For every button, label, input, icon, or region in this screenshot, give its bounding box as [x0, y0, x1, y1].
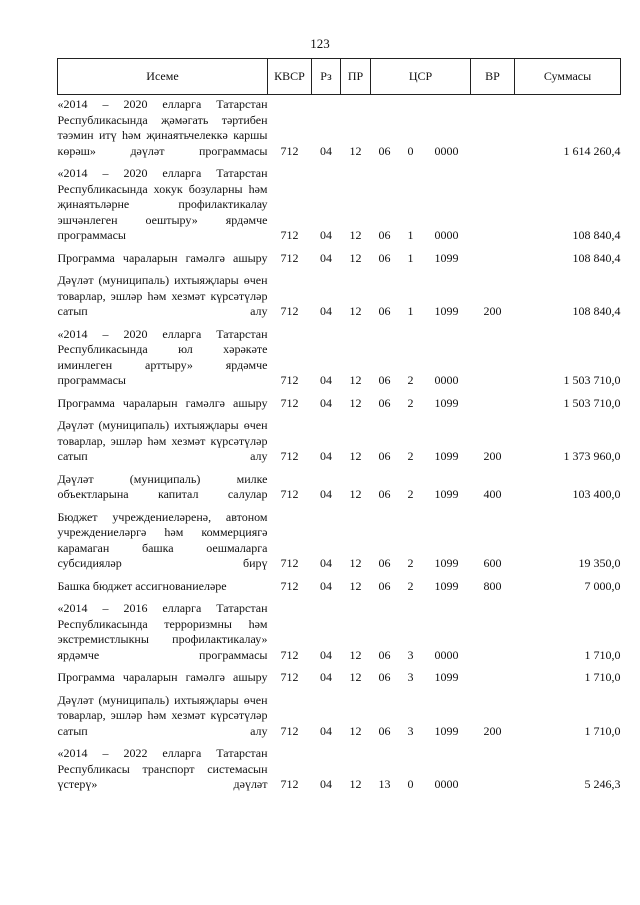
row-csr-subprogram: 2 — [407, 373, 414, 387]
row-vr: 800 — [483, 578, 502, 593]
row-rz: 04 — [320, 449, 332, 463]
row-csr-subprogram: 2 — [407, 395, 414, 410]
row-sum: 108 840,4 — [572, 228, 621, 242]
row-csr-subprogram: 1 — [407, 228, 414, 242]
row-csr-code: 1099 — [434, 578, 459, 593]
row-csr-program: 13 — [378, 777, 391, 791]
budget-table — [57, 58, 621, 798]
row-csr-program: 06 — [378, 723, 391, 738]
row-vr: 400 — [483, 487, 502, 501]
row-name: Дәүләт (муниципаль) ихтыяҗлары өчен товарлар, эшләр һәм хезмәт күрсәтүләр сатып алу — [57, 273, 268, 318]
table-row — [58, 744, 621, 798]
row-name: «2014 – 2020 елларга Татарстан Республикасында хокук бозуларны һәм җинаятьләрне профилактикалау эшчәнлеген оештыру» ярдәмче программасы — [57, 166, 268, 242]
row-csr-program: 06 — [378, 578, 391, 593]
page-number: 123 — [310, 36, 330, 51]
row-pr: 12 — [349, 578, 362, 593]
row-rz: 04 — [320, 777, 332, 791]
col-header-sum: Суммасы — [515, 59, 621, 95]
row-sum: 7 000,0 — [584, 578, 621, 593]
row-kvsr: 712 — [280, 449, 299, 463]
row-csr-code: 0000 — [434, 373, 459, 387]
row-name: Дәүләт (муниципаль) ихтыяҗлары өчен товарлар, эшләр һәм хезмәт күрсәтүләр сатып алу — [57, 418, 268, 463]
row-kvsr: 712 — [280, 250, 299, 265]
row-pr: 12 — [349, 449, 362, 463]
row-csr-code: 0000 — [434, 777, 459, 791]
row-rz: 04 — [320, 670, 332, 684]
row-csr-code: 1099 — [434, 723, 459, 738]
row-csr-program: 06 — [378, 304, 391, 318]
row-kvsr: 712 — [280, 228, 299, 242]
row-sum: 1 614 260,4 — [563, 143, 621, 158]
row-sum: 5 246,3 — [584, 777, 621, 791]
row-name: Программа чараларын гамәлгә ашыру — [57, 250, 268, 265]
row-vr — [471, 249, 515, 272]
row-csr-subprogram: 0 — [407, 143, 414, 158]
row-kvsr: 712 — [280, 723, 299, 738]
table-row — [58, 249, 621, 272]
row-sum: 108 840,4 — [572, 250, 621, 265]
col-header-vr: ВР — [471, 59, 515, 95]
table-row — [58, 95, 621, 165]
row-csr-program: 06 — [378, 373, 391, 387]
row-csr-subprogram: 1 — [407, 250, 414, 265]
col-header-name: Исеме — [58, 59, 268, 95]
row-csr-program: 06 — [378, 670, 391, 684]
row-csr-subprogram: 3 — [407, 670, 414, 684]
row-csr-subprogram: 2 — [407, 487, 414, 501]
row-csr-subprogram: 3 — [407, 723, 414, 738]
row-csr-code: 1099 — [434, 487, 459, 501]
row-kvsr: 712 — [280, 373, 299, 387]
row-sum: 108 840,4 — [572, 304, 621, 318]
row-vr: 600 — [483, 556, 502, 570]
row-csr-subprogram: 2 — [407, 556, 414, 570]
row-csr-code: 1099 — [434, 556, 459, 570]
row-name: «2014 – 2016 елларга Татарстан Республикасында терроризмны һәм экстремистлыкны профилактикалау» ярдәмче программасы — [57, 601, 268, 662]
row-sum: 1 373 960,0 — [563, 449, 621, 463]
table-row — [58, 470, 621, 508]
table-row — [58, 691, 621, 745]
row-csr-subprogram: 2 — [407, 578, 414, 593]
row-pr: 12 — [349, 647, 362, 662]
row-pr: 12 — [349, 487, 362, 501]
table-row — [58, 416, 621, 470]
row-csr-program: 06 — [378, 487, 391, 501]
table-row — [58, 668, 621, 691]
row-csr-code: 1099 — [434, 670, 459, 684]
row-name: Бюджет учреждениеләренә, автоном учреждениеләргә һәм коммерциягә карамаган башка оешмаларга субсидияләр бирү — [57, 509, 268, 570]
row-rz: 04 — [320, 578, 332, 593]
row-vr — [471, 164, 515, 249]
row-pr: 12 — [349, 304, 362, 318]
row-rz: 04 — [320, 487, 332, 501]
row-csr-program: 06 — [378, 395, 391, 410]
row-vr: 200 — [483, 304, 502, 318]
row-rz: 04 — [320, 304, 332, 318]
row-csr-code: 1099 — [434, 304, 459, 318]
row-csr-subprogram: 2 — [407, 449, 414, 463]
col-header-kvsr: КВСР — [268, 59, 312, 95]
row-pr: 12 — [349, 373, 362, 387]
row-csr-subprogram: 0 — [407, 777, 414, 791]
row-vr — [471, 394, 515, 417]
row-rz: 04 — [320, 143, 332, 158]
row-sum: 1 710,0 — [584, 723, 621, 738]
row-rz: 04 — [320, 647, 332, 662]
row-pr: 12 — [349, 777, 362, 791]
row-kvsr: 712 — [280, 304, 299, 318]
row-pr: 12 — [349, 556, 362, 570]
row-csr-code: 1099 — [434, 449, 459, 463]
row-sum: 1 710,0 — [584, 670, 621, 684]
row-vr — [471, 744, 515, 798]
row-kvsr: 712 — [280, 556, 299, 570]
row-pr: 12 — [349, 670, 362, 684]
row-csr-program: 06 — [378, 250, 391, 265]
table-row — [58, 271, 621, 325]
row-kvsr: 712 — [280, 395, 299, 410]
table-row — [58, 164, 621, 249]
row-pr: 12 — [349, 395, 362, 410]
row-name: Дәүләт (муниципаль) ихтыяҗлары өчен товарлар, эшләр һәм хезмәт күрсәтүләр сатып алу — [57, 692, 268, 738]
row-vr: 200 — [483, 449, 502, 463]
row-name: «2014 – 2020 елларга Татарстан Республикасында җәмәгать тәртибен тәэмин итү һәм җинаятьчелеккә каршы көрәш» дәүләт программасы — [57, 97, 268, 158]
row-rz: 04 — [320, 395, 332, 410]
table-row — [58, 325, 621, 394]
row-pr: 12 — [349, 143, 362, 158]
row-sum: 1 503 710,0 — [563, 395, 621, 410]
row-csr-code: 1099 — [434, 395, 459, 410]
row-csr-program: 06 — [378, 556, 391, 570]
row-vr — [471, 95, 515, 165]
row-vr — [471, 599, 515, 668]
row-sum: 1 503 710,0 — [563, 373, 621, 387]
row-rz: 04 — [320, 228, 332, 242]
col-header-rz: Рз — [312, 59, 341, 95]
row-name: «2014 – 2022 елларга Татарстан Республикасы транспорт системасын үстерү» дәүләт — [57, 746, 268, 791]
row-name: Башка бюджет ассигнованиеләре — [57, 578, 227, 593]
row-csr-program: 06 — [378, 228, 391, 242]
row-pr: 12 — [349, 228, 362, 242]
table-row — [58, 577, 621, 600]
row-vr — [471, 325, 515, 394]
row-name: Дәүләт (муниципаль) милке объектларына капитал салулар — [57, 471, 268, 501]
row-csr-program: 06 — [378, 143, 391, 158]
row-vr: 200 — [483, 723, 502, 738]
row-csr-code: 1099 — [434, 250, 459, 265]
row-csr-subprogram: 3 — [407, 647, 414, 662]
row-csr-program: 06 — [378, 647, 391, 662]
row-csr-code: 0000 — [434, 143, 459, 158]
row-name: Программа чараларын гамәлгә ашыру — [57, 670, 268, 684]
row-pr: 12 — [349, 250, 362, 265]
row-csr-code: 0000 — [434, 228, 459, 242]
row-csr-subprogram: 1 — [407, 304, 414, 318]
row-rz: 04 — [320, 250, 332, 265]
table-row — [58, 508, 621, 577]
row-kvsr: 712 — [280, 578, 299, 593]
table-header-row — [58, 59, 621, 95]
col-header-csr: ЦСР — [371, 59, 471, 95]
row-rz: 04 — [320, 556, 332, 570]
row-csr-program: 06 — [378, 449, 391, 463]
row-rz: 04 — [320, 723, 332, 738]
row-kvsr: 712 — [280, 647, 299, 662]
table-row — [58, 599, 621, 668]
row-kvsr: 712 — [280, 143, 299, 158]
row-kvsr: 712 — [280, 487, 299, 501]
row-kvsr: 712 — [280, 777, 299, 791]
col-header-pr: ПР — [341, 59, 371, 95]
row-sum: 19 350,0 — [578, 556, 621, 570]
row-kvsr: 712 — [280, 670, 299, 684]
row-csr-code: 0000 — [434, 647, 459, 662]
row-name: Программа чараларын гамәлгә ашыру — [57, 395, 268, 410]
table-row — [58, 394, 621, 417]
row-vr — [471, 668, 515, 691]
row-pr: 12 — [349, 723, 362, 738]
row-rz: 04 — [320, 373, 332, 387]
row-name: «2014 – 2020 елларга Татарстан Республикасында юл хәрәкәте иминлеген арттыру» ярдәмче программасы — [57, 326, 268, 387]
row-sum: 103 400,0 — [572, 487, 621, 501]
row-sum: 1 710,0 — [584, 647, 621, 662]
